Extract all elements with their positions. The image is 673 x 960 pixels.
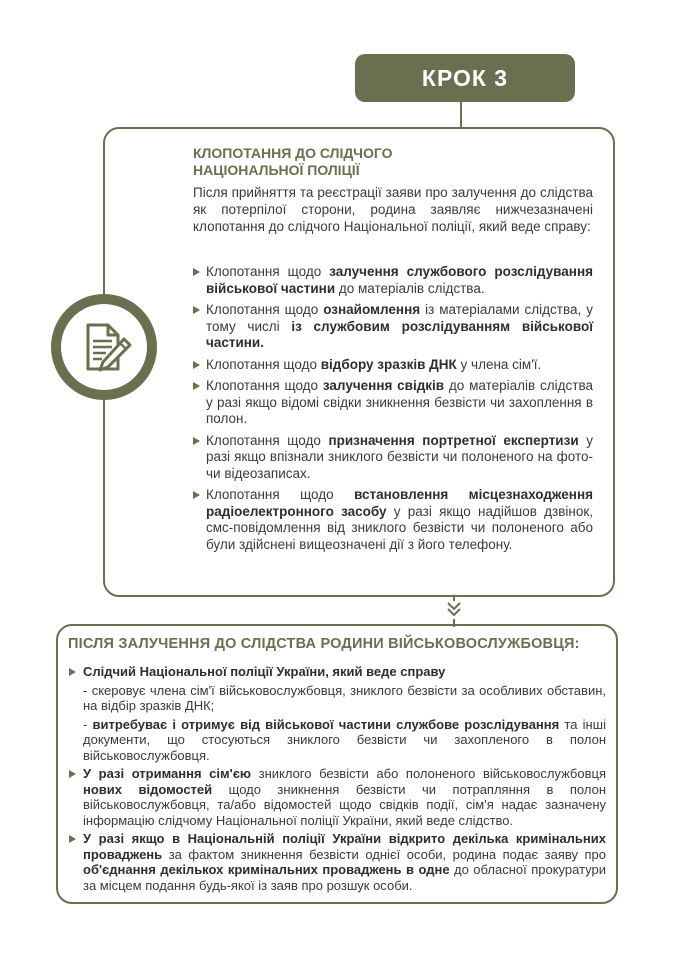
- arrow-icon: [69, 835, 76, 843]
- petition-item: Клопотання щодо залучення свідків до матеріалів слідства у разі якщо відомі свідки зникнення безвісти чи захоплення в полон.: [193, 378, 593, 428]
- arrow-icon: [69, 770, 76, 778]
- chevron-down-icon: [446, 601, 462, 619]
- arrow-icon: [69, 668, 76, 676]
- arrow-icon: [193, 437, 200, 445]
- petition-item: Клопотання щодо ознайомлення із матеріалами слідства, у тому числі із службовим розслідуванням військової частини.: [193, 302, 593, 352]
- document-pen-icon: [51, 294, 157, 400]
- list-subitem: - скеровує члена сім'ї військовослужбовця, зниклого безвісти за особливих обставин, на відбір зразків ДНК;: [83, 682, 606, 713]
- step-label: КРОК 3: [421, 64, 509, 91]
- list-subitem: - витребуває і отримує від військової частини службове розслідування та інші документи, що стосуються зниклого безвісти чи захопленого в полон військовослужбовця.: [83, 716, 607, 763]
- list-item: Слідчий Національної поліції України, який веде справу: [66, 664, 606, 680]
- list-item: У разі отримання сім'єю зниклого безвісти або полоненого військовослужбовця нових відомостей щодо зникнення безвісти чи потрапляння в полон військовослужбовця, та/або відомостей щодо свідків події, сім'я надає зазначену інформацію слідчому Національної поліції України, який веде слідство.: [66, 766, 606, 828]
- petition-item: Клопотання щодо встановлення місцезнаходження радіоелектронного засобу у разі якщо надійшов дзвінок, смс-повідомлення від зниклого безвісти чи полоненого або були здійснені вищеозначені дії з його телефону.: [193, 487, 593, 553]
- arrow-icon: [193, 268, 200, 276]
- arrow-icon: [193, 382, 200, 390]
- arrow-icon: [193, 306, 200, 314]
- arrow-icon: [193, 361, 200, 369]
- petition-item: Клопотання щодо відбору зразків ДНК у члена сім'ї.: [193, 357, 593, 374]
- list-item: У разі якщо в Національній поліції України відкрито декілька кримінальних проваджень за фактом зникнення безвісти однієї особи, родина подає заяву про об'єднання декількох кримінальних проваджень в одне до обласної прокуратури за місцем подання будь-якої із заяв про розшук особи.: [66, 831, 606, 893]
- petitions-list: [193, 264, 593, 558]
- petition-item: Клопотання щодо призначення портретної експертизи у разі якщо впізнали зниклого безвісти чи полоненого на фото- чи відеозаписах.: [193, 433, 593, 483]
- after-involvement-card: [56, 624, 618, 904]
- petitions-intro: Після прийняття та реєстрації заяви про залучення до слідства як потерпілої сторони, родина заявляє нижчезазначені клопотання до слідчого Національної поліції, який веде справу:: [193, 185, 593, 234]
- arrow-icon: [193, 491, 200, 499]
- after-involvement-title: ПІСЛЯ ЗАЛУЧЕННЯ ДО СЛІДСТВА РОДИНИ ВІЙСЬКОВОСЛУЖБОВЦЯ:: [68, 636, 580, 652]
- petition-item: Клопотання щодо залучення службового розслідування військової частини до матеріалів слідства.: [193, 264, 593, 297]
- petitions-title: КЛОПОТАННЯ ДО СЛІДЧОГО НАЦІОНАЛЬНОЇ ПОЛІЦІЇ: [193, 145, 393, 178]
- connector-line: [460, 102, 462, 128]
- petitions-card: [103, 127, 615, 597]
- step-badge: [355, 54, 575, 102]
